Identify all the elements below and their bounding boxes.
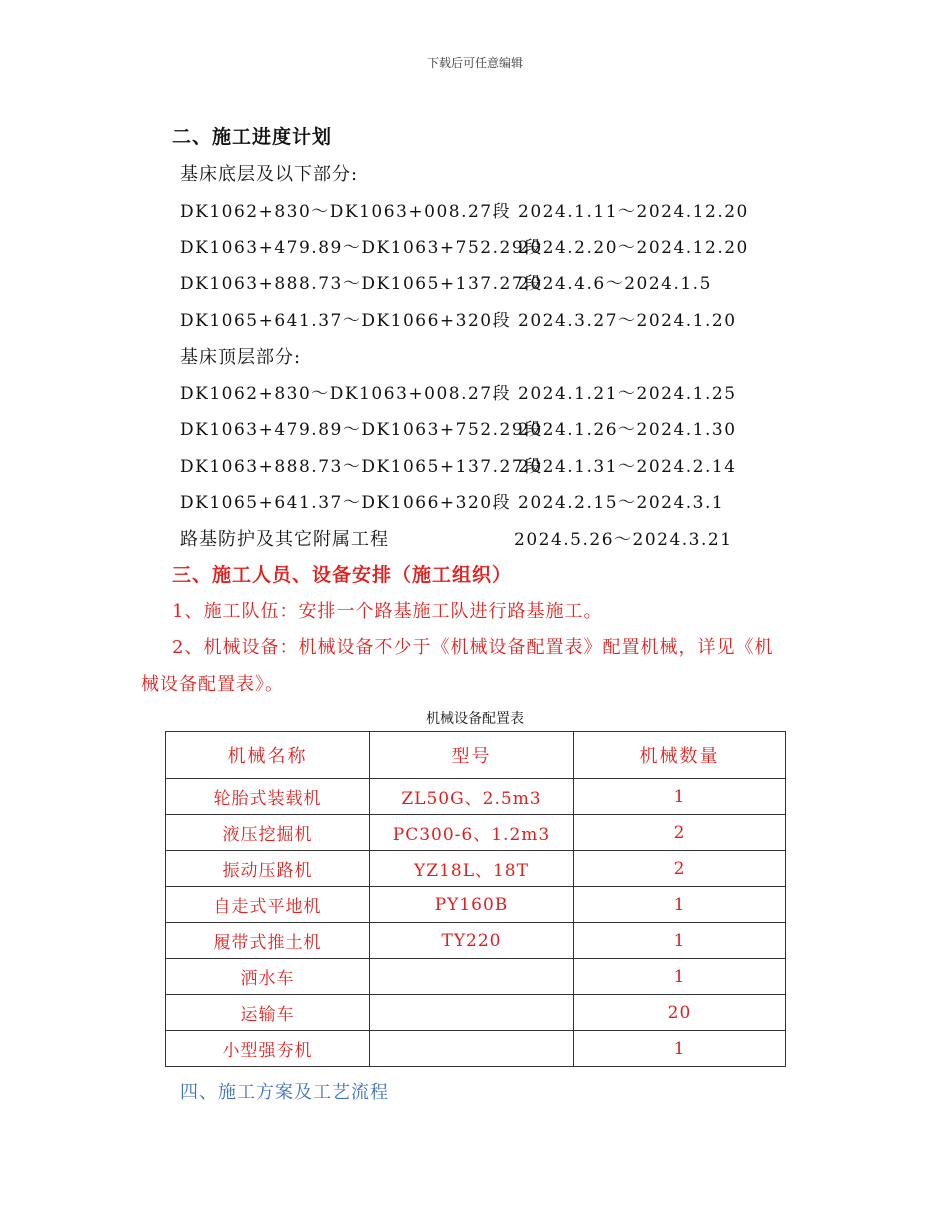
cell-machine-name: 自走式平地机	[166, 887, 370, 923]
schedule-segment: DK1063+888.73～DK1065+137.27段	[180, 274, 543, 294]
schedule-row	[180, 233, 800, 259]
schedule-dates: 2024.4.6～2024.1.5	[518, 274, 712, 294]
schedule-row	[180, 415, 800, 441]
cell-machine-name: 轮胎式装载机	[166, 779, 370, 815]
table-row	[166, 887, 786, 923]
cell-model	[370, 1031, 574, 1067]
section-3-item-2-line-2: 械设备配置表》。	[141, 674, 284, 695]
schedule-segment: 路基防护及其它附属工程	[180, 529, 389, 550]
schedule-dates: 2024.3.27～2024.1.20	[518, 311, 737, 331]
schedule-segment: DK1063+888.73～DK1065+137.27段	[180, 457, 543, 477]
schedule-row	[180, 269, 800, 295]
table-row	[166, 923, 786, 959]
header-model: 型号	[370, 732, 574, 779]
cell-model: PC300-6、1.2m3	[370, 815, 574, 851]
schedule-dates: 2024.1.11～2024.12.20	[518, 202, 749, 222]
cell-model	[370, 959, 574, 995]
cell-quantity: 1	[574, 779, 786, 815]
cell-model: TY220	[370, 923, 574, 959]
schedule-dates: 2024.1.26～2024.1.30	[518, 420, 737, 440]
table-row	[166, 851, 786, 887]
cell-model	[370, 995, 574, 1031]
schedule-row	[180, 488, 800, 514]
table-row	[166, 779, 786, 815]
cell-quantity: 20	[574, 995, 786, 1031]
schedule-segment: DK1065+641.37～DK1066+320段	[180, 493, 512, 513]
cell-quantity: 1	[574, 1031, 786, 1067]
cell-model: PY160B	[370, 887, 574, 923]
schedule-segment: DK1065+641.37～DK1066+320段	[180, 311, 512, 331]
section-2-title: 二、施工进度计划	[172, 126, 333, 148]
cell-machine-name: 洒水车	[166, 959, 370, 995]
cell-machine-name: 振动压路机	[166, 851, 370, 887]
group-label-subgrade-bottom: 基床底层及以下部分:	[180, 164, 359, 185]
cell-model: ZL50G、2.5m3	[370, 779, 574, 815]
schedule-dates: 2024.2.15～2024.3.1	[518, 493, 725, 513]
cell-model: YZ18L、18T	[370, 851, 574, 887]
table-caption: 机械设备配置表	[426, 711, 524, 727]
table-row	[166, 995, 786, 1031]
schedule-row	[180, 197, 800, 223]
section-3-item-1: 1、施工队伍：安排一个路基施工队进行路基施工。	[172, 601, 603, 622]
cell-machine-name: 液压挖掘机	[166, 815, 370, 851]
schedule-dates: 2024.2.20～2024.12.20	[518, 238, 749, 258]
page-header-note: 下载后可任意编辑	[426, 56, 523, 70]
header-quantity: 机械数量	[574, 732, 786, 779]
schedule-segment: DK1062+830～DK1063+008.27段	[180, 384, 512, 404]
schedule-dates: 2024.5.26～2024.3.21	[514, 530, 733, 550]
schedule-dates: 2024.1.21～2024.1.25	[518, 384, 737, 404]
section-4-title: 四、施工方案及工艺流程	[180, 1082, 389, 1103]
schedule-row	[180, 306, 800, 332]
schedule-segment: DK1062+830～DK1063+008.27段	[180, 202, 512, 222]
group-label-subgrade-top: 基床顶层部分:	[180, 347, 302, 368]
cell-machine-name: 履带式推土机	[166, 923, 370, 959]
table-row	[166, 959, 786, 995]
table-row	[166, 815, 786, 851]
schedule-segment: DK1063+479.89～DK1063+752.29段	[180, 420, 543, 440]
table-header-row	[166, 732, 786, 779]
schedule-segment: DK1063+479.89～DK1063+752.29段	[180, 238, 543, 258]
section-3-item-2-line-1: 2、机械设备：机械设备不少于《机械设备配置表》配置机械，详见《机	[172, 637, 774, 658]
cell-quantity: 1	[574, 959, 786, 995]
cell-machine-name: 运输车	[166, 995, 370, 1031]
schedule-row	[180, 452, 800, 478]
equipment-table	[165, 731, 786, 1067]
schedule-dates: 2024.1.31～2024.2.14	[518, 457, 737, 477]
cell-quantity: 2	[574, 851, 786, 887]
header-machine-name: 机械名称	[166, 732, 370, 779]
cell-quantity: 1	[574, 923, 786, 959]
schedule-row-protection	[180, 525, 800, 551]
section-3-title: 三、施工人员、设备安排（施工组织）	[172, 564, 513, 586]
cell-quantity: 1	[574, 887, 786, 923]
cell-machine-name: 小型强夯机	[166, 1031, 370, 1067]
table-row	[166, 1031, 786, 1067]
schedule-row	[180, 379, 800, 405]
cell-quantity: 2	[574, 815, 786, 851]
